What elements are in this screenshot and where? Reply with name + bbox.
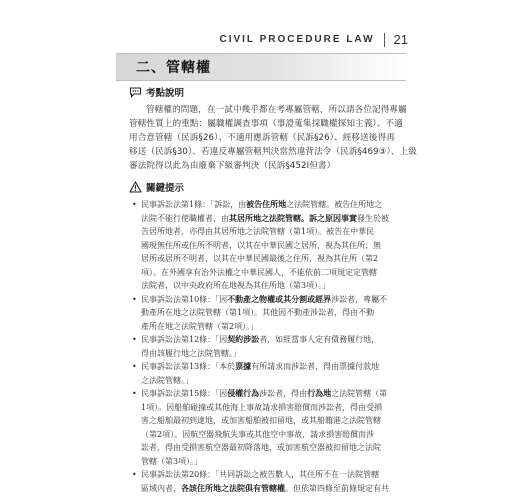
statute-text: 之法院管轄。被告住所地之 xyxy=(286,200,383,209)
statute-line xyxy=(141,401,411,415)
statute-line xyxy=(141,293,411,307)
statute-line xyxy=(141,441,411,455)
running-header xyxy=(219,32,408,47)
statute-line xyxy=(141,482,411,496)
statute-text: 者，如經當事人定有債務履行地， xyxy=(259,335,380,344)
bullet-dot: • xyxy=(132,470,137,479)
statute-text: 產所在地之法院管轄（第2項）。」 xyxy=(141,321,259,331)
header-divider xyxy=(384,33,385,47)
statute-text: 涉訟者，得由 xyxy=(259,389,308,398)
page-number: 21 xyxy=(393,32,408,47)
chapter-heading-bar xyxy=(116,53,406,81)
key-notes-heading xyxy=(129,180,411,194)
statute-text: 之法院管轄（第 xyxy=(331,389,388,398)
statute-item xyxy=(129,333,411,360)
warning-triangle-icon xyxy=(129,181,142,193)
statute-text: 居所或居所不明者，以其在中華民國最後之住所，視為其住所（第2 xyxy=(141,254,379,263)
statute-text: 民事訴訟法第12條：「因 xyxy=(141,335,228,344)
statute-text: 法院者，以中央政府所在地視為其住所地（第3項）。」 xyxy=(141,281,331,290)
emphasis-text: 其居所地之法院管轄。訴之原因事實 xyxy=(229,213,357,223)
statute-text: 有所請求而涉訟者，得由票據付款地 xyxy=(251,362,380,371)
statute-line xyxy=(141,455,411,469)
key-notes-list xyxy=(129,198,411,495)
statute-text: 法院不能行使職權者，由 xyxy=(141,213,229,223)
statute-line xyxy=(141,333,411,347)
statute-item xyxy=(129,468,411,495)
bullet-dot: • xyxy=(132,362,137,371)
explanation-line: 移送（民訴§30）、若違反專屬管轄判決當然違背法令（民訴§469③）、上級 xyxy=(129,147,417,157)
speech-bubble-icon xyxy=(129,87,142,98)
emphasis-text: 票據 xyxy=(235,362,252,371)
emphasis-text: 行為地 xyxy=(307,389,332,398)
explanation-heading xyxy=(129,85,411,99)
explanation-line: 用合意管轄（民訴§26）、不適用應訴管轄（民訴§26）、經移送後得再 xyxy=(129,133,395,143)
statute-line xyxy=(141,279,411,293)
running-title: CIVIL PROCEDURE LAW xyxy=(219,34,375,45)
chapter-title: 二、管轄權 xyxy=(136,60,211,76)
statute-line xyxy=(141,468,411,482)
statute-line xyxy=(141,198,411,212)
explanation-line: 審法院得以此為由廢棄下級審判決（民訴§452Ⅰ但書） xyxy=(129,161,336,171)
statute-item xyxy=(129,198,411,293)
statute-text: 國現無住所或住所不明者，以其在中華民國之居所，視為其住所；無 xyxy=(141,240,381,250)
emphasis-text: 不動產之物權或其分割或經界 xyxy=(227,294,332,304)
statute-text: 管轄（第3項）。」 xyxy=(141,456,203,466)
statute-text: 1項）。因船舶碰撞或其他海上事故請求損害賠償而涉訟者，得由受損 xyxy=(141,402,383,412)
statute-line xyxy=(141,266,411,280)
key-notes-section xyxy=(129,180,411,495)
bullet-dot: • xyxy=(132,200,137,209)
statute-text: 動產所在地之法院管轄（第1項）。其他因不動產涉訟者，得由不動 xyxy=(141,308,375,317)
explanation-line: 管轄權的問題，在一試中幾乎都在考專屬管轄，所以請各位記得專屬 xyxy=(146,105,407,115)
statute-text: 民事訴訟法第1條：「訴訟，由 xyxy=(141,200,247,209)
statute-line xyxy=(141,306,411,320)
statute-item xyxy=(129,387,411,468)
statute-text: 得由該履行地之法院管轄。」 xyxy=(141,348,241,358)
statute-text: 害之船舶最初到達地，或加害船舶被扣留地，或其船籍港之法院管轄 xyxy=(141,416,381,425)
statute-line xyxy=(141,387,411,401)
statute-line xyxy=(141,347,411,361)
emphasis-text: 契約涉訟 xyxy=(227,335,260,344)
explanation-label: 考點說明 xyxy=(146,88,185,99)
statute-item xyxy=(129,360,411,387)
statute-text: 。但依第四條至前條規定有共 xyxy=(285,483,389,493)
statute-text: 涉訟者，專屬不 xyxy=(331,294,388,304)
bullet-dot: • xyxy=(132,335,137,344)
statute-text: 民事訴訟法第15條：「因 xyxy=(141,389,228,398)
statute-text: 發生於被 xyxy=(357,213,389,223)
statute-text: 民事訴訟法第10條：「因 xyxy=(141,294,228,304)
statute-line xyxy=(141,239,411,253)
statute-line xyxy=(141,225,411,239)
statute-line xyxy=(141,252,411,266)
emphasis-text: 被告住所地 xyxy=(246,200,287,209)
statute-text: 民事訴訟法第20條：「共同訴訟之被告數人，其住所不在一法院管轄 xyxy=(141,470,380,479)
statute-item xyxy=(129,293,411,334)
statute-line xyxy=(141,212,411,226)
explanation-paragraph xyxy=(129,103,417,173)
emphasis-text: 侵權行為 xyxy=(227,389,260,398)
statute-text: （第2項）。因航空器飛航失事或其他空中事故，請求損害賠償而涉 xyxy=(141,429,375,439)
statute-line xyxy=(141,360,411,374)
bullet-dot: • xyxy=(132,389,137,398)
explanation-line: 管轄性質上的重點：屬職權調查事項（事證蒐集採職權探知主義）、不適 xyxy=(129,119,403,129)
statute-line xyxy=(141,414,411,428)
statute-text: 訟者，得由受損害航空器最初降落地，或加害航空器被扣留地之法院 xyxy=(141,443,381,452)
bullet-dot: • xyxy=(132,294,137,304)
explanation-section xyxy=(129,85,417,173)
statute-text: 告居所地者，亦得由其居所地之法院管轄（第1項）。被告在中華民 xyxy=(141,227,375,236)
emphasis-text: 各該住所地之法院俱有管轄權 xyxy=(181,483,285,493)
statute-line xyxy=(141,320,411,334)
statute-text: 區域內者， xyxy=(141,483,181,493)
key-notes-label: 關鍵提示 xyxy=(146,183,185,194)
statute-text: 之法院管轄。」 xyxy=(141,375,193,385)
statute-text: 民事訴訟法第13條：「本於 xyxy=(141,362,236,371)
statute-line xyxy=(141,374,411,388)
statute-text: 項）。在外國享有治外法權之中華民國人，不能依前二項規定定管轄 xyxy=(141,267,377,277)
statute-line xyxy=(141,428,411,442)
